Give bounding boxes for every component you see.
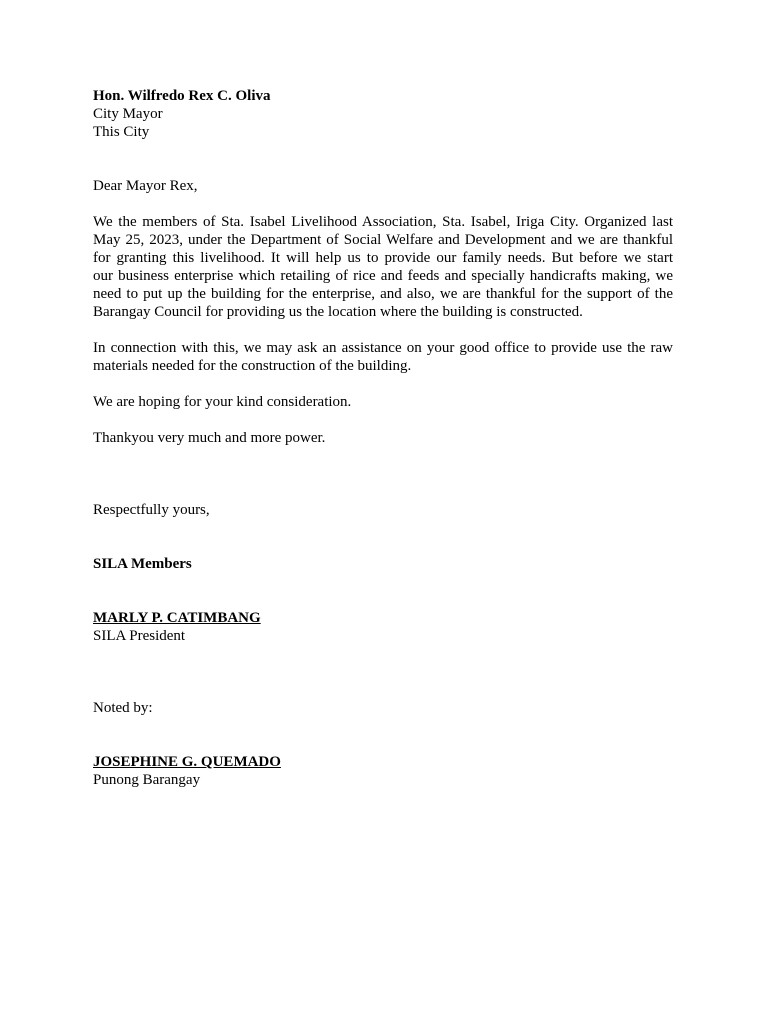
paragraph-line: We the members of Sta. Isabel Livelihood Association, Sta. Isabel, Iriga City. Organized last: [93, 214, 673, 230]
body-paragraph-2: [93, 339, 673, 375]
signatory-title: SILA President: [93, 628, 186, 644]
closing: Respectfully yours,: [93, 502, 210, 518]
paragraph-line: May 25, 2023, under the Department of Social Welfare and Development and we are thankful: [93, 232, 673, 248]
salutation: Dear Mayor Rex,: [93, 178, 198, 194]
letter: [93, 87, 673, 789]
signature-block-president: [93, 609, 673, 645]
recipient-name: Hon. Wilfredo Rex C. Oliva: [93, 88, 271, 104]
signatory-title: Punong Barangay: [93, 772, 201, 788]
paragraph-line: In connection with this, we may ask an assistance on your good office to provide use the raw: [93, 340, 673, 356]
recipient-location: This City: [93, 124, 150, 140]
paragraph-line: materials needed for the construction of the building.: [93, 358, 412, 374]
group-name: SILA Members: [93, 556, 192, 572]
signatory-name: JOSEPHINE G. QUEMADO: [93, 754, 281, 770]
recipient-block: [93, 87, 673, 141]
noted-by-label: Noted by:: [93, 700, 153, 716]
paragraph-line: our business enterprise which retailing of rice and feeds and specially handicrafts making, we: [93, 268, 673, 284]
paragraph-line: for granting this livelihood. It will help us to provide our family needs. But before we start: [93, 250, 673, 266]
signatory-name: MARLY P. CATIMBANG: [93, 610, 261, 626]
body-paragraph-4: Thankyou very much and more power.: [93, 430, 326, 446]
body-paragraph-3: We are hoping for your kind consideration.: [93, 394, 352, 410]
recipient-title: City Mayor: [93, 106, 163, 122]
paragraph-line: Barangay Council for providing us the location where the building is constructed.: [93, 304, 583, 320]
paragraph-line: need to put up the building for the enterprise, and also, we are thankful for the support of the: [93, 286, 673, 302]
signature-block-barangay: [93, 753, 673, 789]
body-paragraph-1: [93, 213, 673, 321]
